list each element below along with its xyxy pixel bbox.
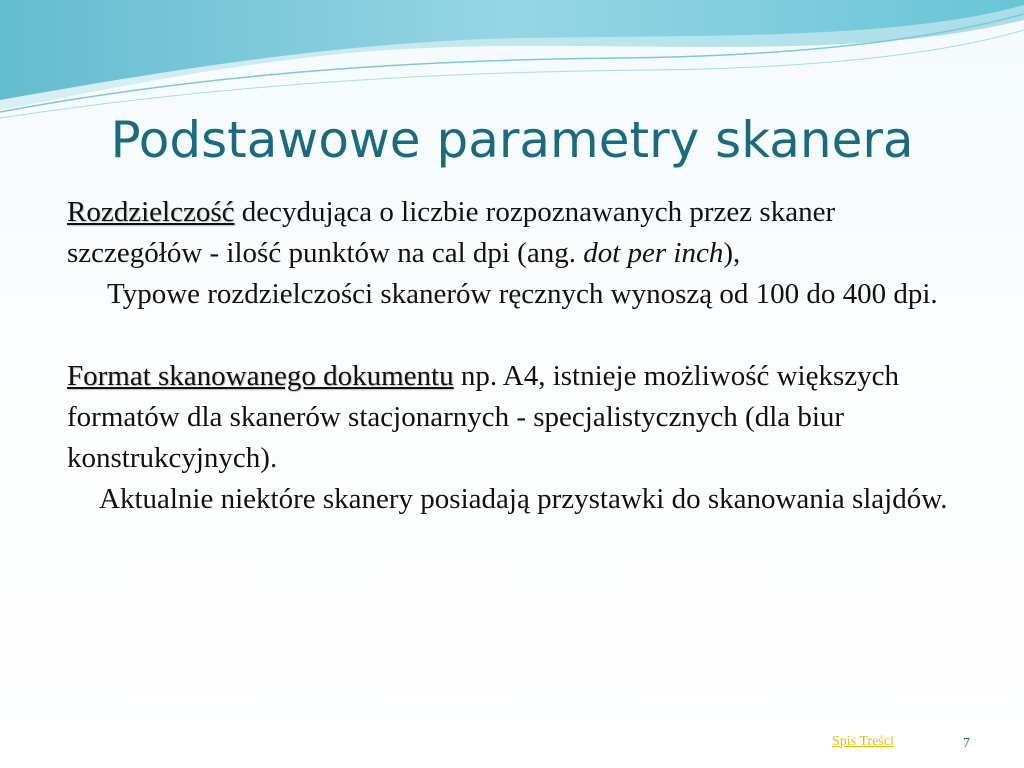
page-number: 7: [963, 736, 970, 751]
term-resolution: Rozdzielczość: [67, 196, 235, 228]
resolution-text: decydująca o liczbie rozpoznawanych przez skaner szczegółów - ilość punktów na cal dpi (ang.: [67, 196, 836, 269]
term-format: Format skanowanego dokumentu: [67, 360, 454, 392]
paragraph-slide-adapters: Aktualnie niektóre skanery posiadają przystawki do skanowania slajdów.: [99, 483, 948, 515]
slide-body: [67, 192, 967, 520]
slide-title: Podstawowe parametry skanera: [110, 111, 914, 169]
paragraph-typical-resolution: Typowe rozdzielczości skanerów ręcznych wynoszą od 100 do 400 dpi.: [107, 278, 938, 310]
paragraph-resolution: [67, 192, 967, 274]
wave-front: [0, 0, 1024, 100]
table-of-contents-link[interactable]: Spis Treści: [832, 734, 894, 749]
resolution-text-end: ),: [723, 237, 741, 269]
paragraph-format: [67, 356, 967, 479]
spacer: [67, 315, 967, 356]
format-text: np. A4, istnieje możliwość większych formatów dla skanerów stacjonarnych - specjalistycznych (dla biur konstrukcyjnych).: [67, 360, 900, 474]
resolution-italic: dot per inch: [583, 237, 724, 269]
